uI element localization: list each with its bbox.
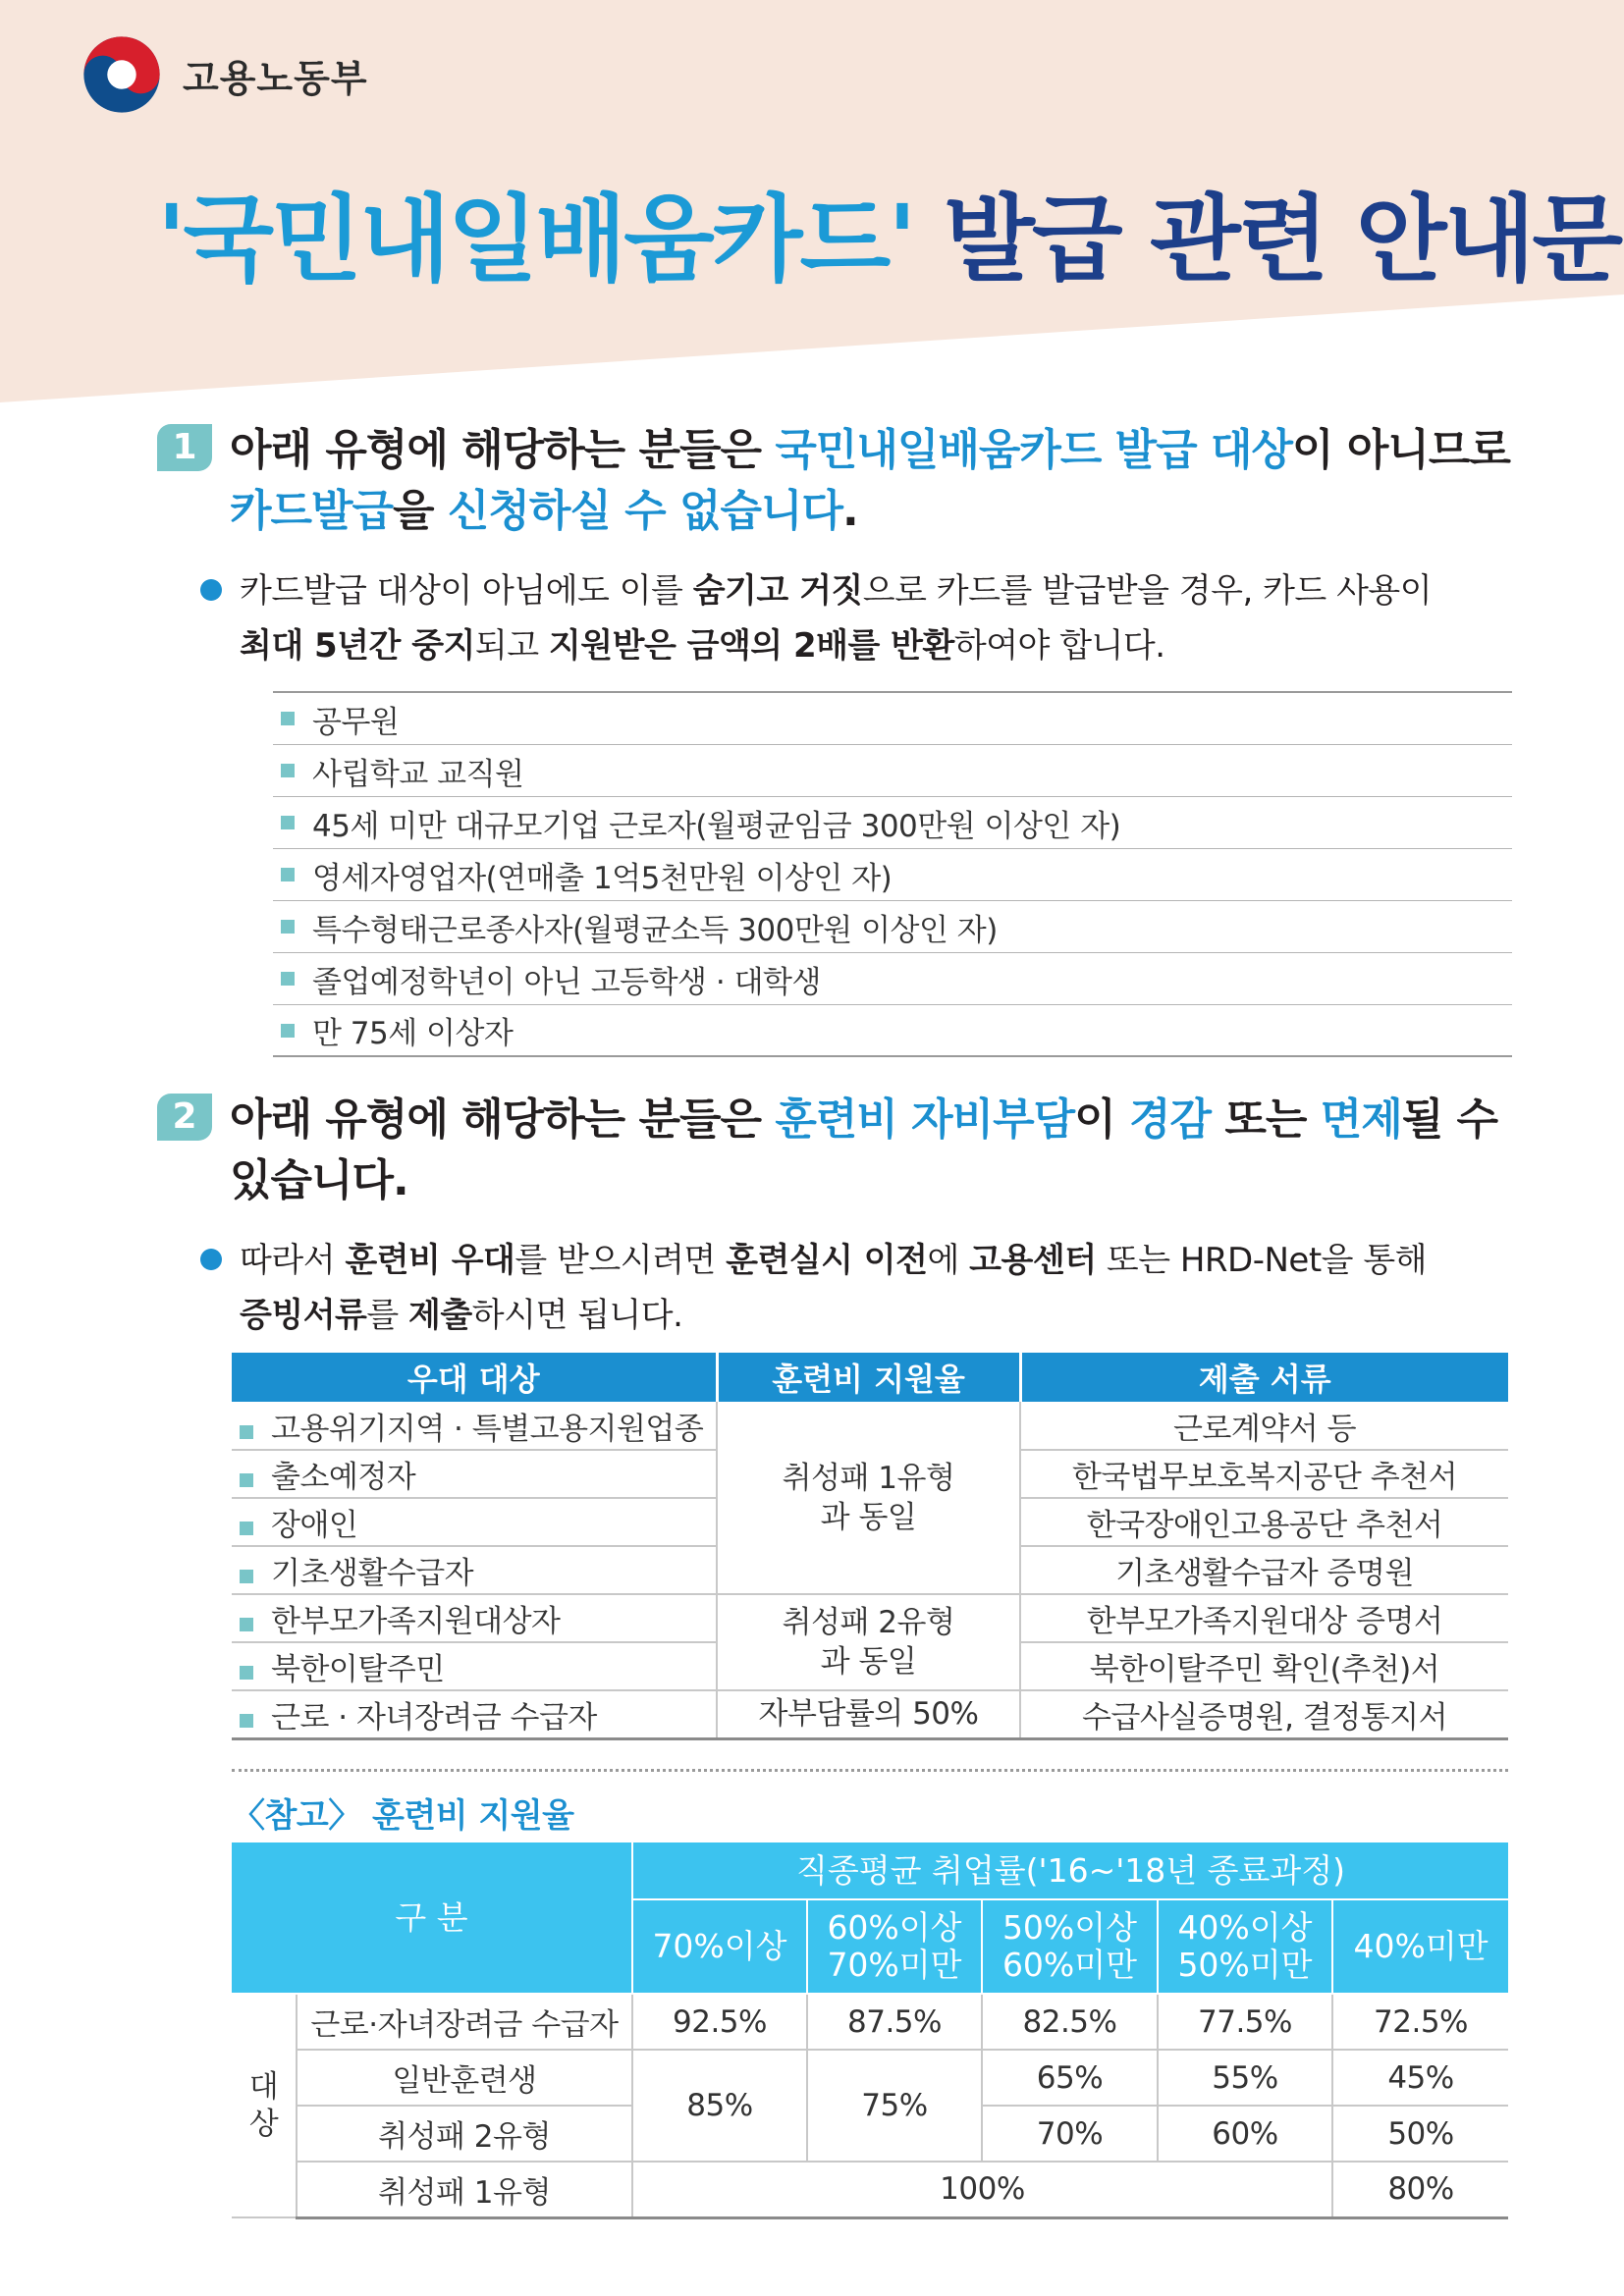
- side-label: 대상: [232, 1994, 297, 2217]
- table-row: [232, 2162, 1508, 2217]
- column-header: 제출 서류: [1020, 1353, 1508, 1402]
- ministry-logo: [77, 29, 368, 120]
- table-row: [232, 2050, 1508, 2106]
- column-header: 40%이상 50%미만: [1158, 1899, 1332, 1994]
- section-2-title: 아래 유형에 해당하는 분들은 훈련비 자비부담이 경감 또는 면제될 수 있습니다.: [230, 1095, 1498, 1205]
- benefit-table: [232, 1353, 1508, 1740]
- square-bullet-icon: [240, 1473, 253, 1487]
- group-header: 직종평균 취업률('16~'18년 종료과정): [632, 1842, 1508, 1899]
- page-title: [157, 165, 1620, 299]
- target-cell: 고용위기지역 · 특별고용지원업종: [232, 1402, 717, 1450]
- list-item: 특수형태근로종사자(월평균소득 300만원 이상인 자): [273, 901, 1512, 953]
- rate-cell: 45%: [1332, 2050, 1508, 2106]
- target-cell: 장애인: [232, 1498, 717, 1546]
- rate-cell: 55%: [1158, 2050, 1332, 2106]
- document-cell: 한부모가족지원대상 증명서: [1020, 1594, 1508, 1642]
- reference-rate-table: [232, 1842, 1508, 2219]
- target-cell: 북한이탈주민: [232, 1642, 717, 1690]
- square-bullet-icon: [240, 1522, 253, 1535]
- square-bullet-icon: [281, 764, 295, 777]
- list-item: 45세 미만 대규모기업 근로자(월평균임금 300만원 이상인 자): [273, 797, 1512, 849]
- rate-cell: 85%: [632, 2050, 807, 2162]
- rate-cell: 100%: [632, 2162, 1332, 2217]
- rate-cell: 65%: [982, 2050, 1158, 2106]
- section-2: [157, 1090, 1512, 1343]
- rate-cell: 82.5%: [982, 1994, 1158, 2050]
- list-item: 사립학교 교직원: [273, 745, 1512, 797]
- square-bullet-icon: [240, 1714, 253, 1728]
- rate-cell: 취성패 1유형과 동일: [717, 1402, 1020, 1594]
- bullet-dot-icon: [200, 1249, 222, 1270]
- table-row: [232, 1690, 1508, 1738]
- table-row: [232, 1994, 1508, 2050]
- row-label: 일반훈련생: [297, 2050, 632, 2106]
- section-number-badge: 1: [157, 424, 212, 471]
- row-label: 취성패 1유형: [297, 2162, 632, 2217]
- square-bullet-icon: [240, 1618, 253, 1631]
- list-item: 졸업예정학년이 아닌 고등학생 · 대학생: [273, 953, 1512, 1005]
- list-item: 만 75세 이상자: [273, 1005, 1512, 1057]
- square-bullet-icon: [240, 1570, 253, 1583]
- document-cell: 한국법무보호복지공단 추천서: [1020, 1450, 1508, 1498]
- dotted-divider: [232, 1769, 1508, 1772]
- target-cell: 근로 · 자녀장려금 수급자: [232, 1690, 717, 1738]
- rate-cell: 70%: [982, 2106, 1158, 2162]
- table-row: [232, 1594, 1508, 1642]
- taegeuk-emblem-icon: [77, 29, 167, 120]
- section-1-title: 아래 유형에 해당하는 분들은 국민내일배움카드 발급 대상이 아니므로 카드발급을 신청하실 수 없습니다.: [230, 425, 1510, 536]
- document-cell: 수급사실증명원, 결정통지서: [1020, 1690, 1508, 1738]
- page-title-card: '국민내일배움카드': [157, 185, 914, 294]
- square-bullet-icon: [281, 868, 295, 881]
- square-bullet-icon: [281, 712, 295, 725]
- rate-cell: 77.5%: [1158, 1994, 1332, 2050]
- list-item: 공무원: [273, 693, 1512, 745]
- ministry-name: 고용노동부: [183, 56, 368, 100]
- document-cell: 기초생활수급자 증명원: [1020, 1546, 1508, 1594]
- table-header-row: [232, 1353, 1508, 1402]
- rate-cell: 92.5%: [632, 1994, 807, 2050]
- column-header: 40%미만: [1332, 1899, 1508, 1994]
- category-header: 구 분: [232, 1842, 632, 1994]
- section-2-note: 따라서 훈련비 우대를 받으시려면 훈련실시 이전에 고용센터 또는 HRD-Net을 통해 증빙서류를 제출하시면 됩니다.: [200, 1233, 1512, 1343]
- rate-cell: 72.5%: [1332, 1994, 1508, 2050]
- rate-cell: 60%: [1158, 2106, 1332, 2162]
- column-header: 60%이상 70%미만: [807, 1899, 982, 1994]
- square-bullet-icon: [240, 1666, 253, 1680]
- rate-cell: 75%: [807, 2050, 982, 2162]
- section-1-heading: [157, 420, 1512, 542]
- rate-cell: 취성패 2유형과 동일: [717, 1594, 1020, 1690]
- rate-cell: 87.5%: [807, 1994, 982, 2050]
- section-1: [157, 420, 1512, 1057]
- column-header: 50%이상 60%미만: [982, 1899, 1158, 1994]
- square-bullet-icon: [281, 1024, 295, 1038]
- document-cell: 북한이탈주민 확인(추천)서: [1020, 1642, 1508, 1690]
- list-item: 영세자영업자(연매출 1억5천만원 이상인 자): [273, 849, 1512, 901]
- reference-title: 〈참고〉 훈련비 지원율: [232, 1796, 574, 1836]
- target-cell: 기초생활수급자: [232, 1546, 717, 1594]
- rate-cell: 50%: [1332, 2106, 1508, 2162]
- table-header-row: [232, 1842, 1508, 1899]
- square-bullet-icon: [240, 1425, 253, 1439]
- section-1-warning: 카드발급 대상이 아님에도 이를 숨기고 거짓으로 카드를 발급받을 경우, 카드 사용이 최대 5년간 중지되고 지원받은 금액의 2배를 반환하여야 합니다.: [200, 563, 1512, 673]
- row-label: 근로·자녀장려금 수급자: [297, 1994, 632, 2050]
- section-2-heading: [157, 1090, 1512, 1211]
- page-title-rest: 발급 관련 안내문: [944, 185, 1621, 294]
- square-bullet-icon: [281, 972, 295, 986]
- document-cell: 근로계약서 등: [1020, 1402, 1508, 1450]
- column-header: 우대 대상: [232, 1353, 717, 1402]
- section-number-badge: 2: [157, 1094, 212, 1141]
- target-cell: 한부모가족지원대상자: [232, 1594, 717, 1642]
- bullet-dot-icon: [200, 579, 222, 601]
- rate-cell: 자부담률의 50%: [717, 1690, 1020, 1738]
- row-label: 취성패 2유형: [297, 2106, 632, 2162]
- column-header: 70%이상: [632, 1899, 807, 1994]
- document-cell: 한국장애인고용공단 추천서: [1020, 1498, 1508, 1546]
- square-bullet-icon: [281, 920, 295, 934]
- column-header: 훈련비 지원율: [717, 1353, 1020, 1402]
- target-cell: 출소예정자: [232, 1450, 717, 1498]
- excluded-types-list: [273, 691, 1512, 1057]
- rate-cell: 80%: [1332, 2162, 1508, 2217]
- square-bullet-icon: [281, 816, 295, 829]
- table-row: [232, 1402, 1508, 1450]
